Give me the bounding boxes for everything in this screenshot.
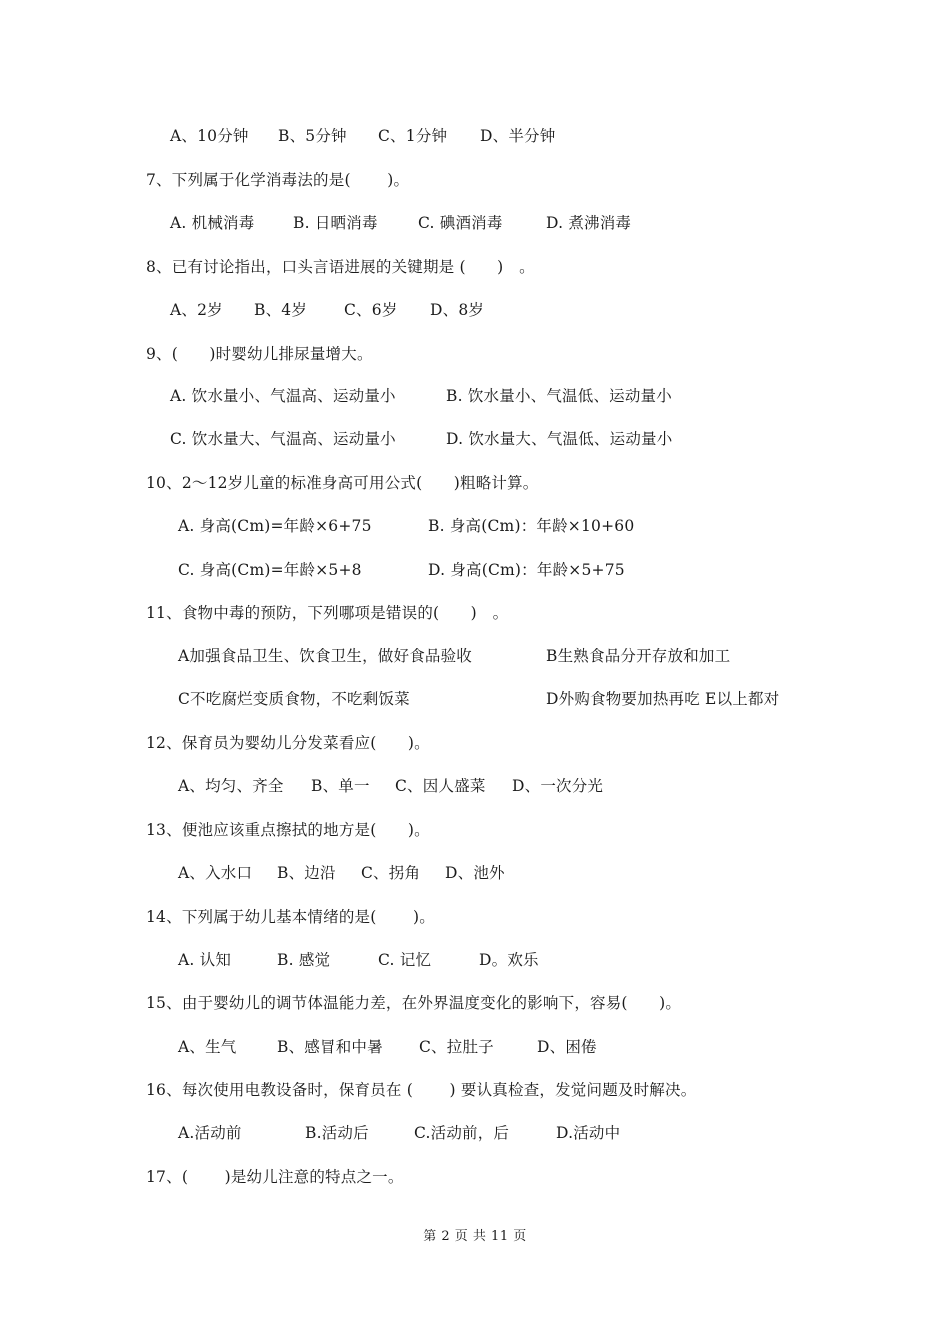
- option-row: [0, 213, 950, 233]
- question-text: 11、食物中毒的预防，下列哪项是错误的( ) 。: [146, 604, 509, 622]
- option-row: [0, 126, 950, 146]
- answer-option: B. 身高(Cm)：年龄×10+60: [428, 517, 635, 535]
- answer-option: C不吃腐烂变质食物，不吃剩饭菜: [178, 690, 410, 708]
- answer-option: B、感冒和中暑: [277, 1038, 383, 1056]
- page-footer: 第 2 页 共 11 页: [423, 1229, 527, 1244]
- answer-option: C.活动前，后: [414, 1124, 510, 1142]
- answer-option: A、10分钟: [170, 127, 249, 145]
- answer-option: A. 饮水量小、气温高、运动量小: [170, 387, 396, 405]
- answer-option: A. 机械消毒: [170, 214, 255, 232]
- answer-option: C. 碘酒消毒: [418, 214, 503, 232]
- option-row: [0, 429, 950, 449]
- option-row: [0, 950, 950, 970]
- answer-option: D、8岁: [430, 301, 485, 319]
- answer-option: A、入水口: [178, 864, 253, 882]
- option-row: [0, 516, 950, 536]
- answer-option: D。欢乐: [479, 951, 539, 969]
- answer-option: C. 记忆: [378, 951, 432, 969]
- answer-option: D、困倦: [537, 1038, 597, 1056]
- answer-option: A加强食品卫生、饮食卫生，做好食品验收: [178, 647, 472, 665]
- question-text: 15、由于婴幼儿的调节体温能力差，在外界温度变化的影响下，容易( )。: [146, 994, 682, 1012]
- question-text: 16、每次使用电教设备时，保育员在 ( ) 要认真检查，发觉问题及时解决。: [146, 1081, 697, 1099]
- answer-option: C、拐角: [361, 864, 421, 882]
- answer-option: C、因人盛菜: [395, 777, 486, 795]
- answer-option: A. 认知: [178, 951, 232, 969]
- answer-option: C. 饮水量大、气温高、运动量小: [170, 430, 396, 448]
- option-row: [0, 560, 950, 580]
- answer-option: D. 身高(Cm)：年龄×5+75: [428, 561, 625, 579]
- answer-option: D外购食物要加热再吃 E以上都对: [546, 690, 780, 708]
- answer-option: D.活动中: [556, 1124, 621, 1142]
- option-row: [0, 1123, 950, 1143]
- answer-option: B. 饮水量小、气温低、运动量小: [446, 387, 672, 405]
- answer-option: B.活动后: [305, 1124, 369, 1142]
- option-row: [0, 1037, 950, 1057]
- question-text: 13、便池应该重点擦拭的地方是( )。: [146, 821, 430, 839]
- answer-option: D. 煮沸消毒: [546, 214, 632, 232]
- answer-option: B、5分钟: [278, 127, 347, 145]
- option-row: [0, 300, 950, 320]
- answer-option: C、1分钟: [378, 127, 448, 145]
- answer-option: A. 身高(Cm)=年龄×6+75: [178, 517, 372, 535]
- question-text: 9、( )时婴幼儿排尿量增大。: [146, 345, 373, 363]
- question-text: 8、已有讨论指出，口头言语进展的关键期是 ( ) 。: [146, 258, 535, 276]
- answer-option: D、一次分光: [512, 777, 604, 795]
- answer-option: B、边沿: [277, 864, 336, 882]
- question-text: 10、2～12岁儿童的标准身高可用公式( )粗略计算。: [146, 474, 539, 492]
- answer-option: D. 饮水量大、气温低、运动量小: [446, 430, 673, 448]
- answer-option: D、半分钟: [480, 127, 556, 145]
- option-row: [0, 776, 950, 796]
- answer-option: B. 日晒消毒: [293, 214, 378, 232]
- option-row: [0, 646, 950, 666]
- answer-option: B、单一: [311, 777, 370, 795]
- question-text: 17、( )是幼儿注意的特点之一。: [146, 1168, 404, 1186]
- question-text: 12、保育员为婴幼儿分发菜看应( )。: [146, 734, 430, 752]
- option-row: [0, 863, 950, 883]
- answer-option: B生熟食品分开存放和加工: [546, 647, 731, 665]
- answer-option: B. 感觉: [277, 951, 331, 969]
- answer-option: C、拉肚子: [419, 1038, 494, 1056]
- option-row: [0, 689, 950, 709]
- answer-option: D、池外: [445, 864, 505, 882]
- question-text: 7、下列属于化学消毒法的是( )。: [146, 171, 410, 189]
- answer-option: C、6岁: [344, 301, 398, 319]
- answer-option: A、2岁: [170, 301, 223, 319]
- answer-option: A、均匀、齐全: [178, 777, 284, 795]
- option-row: [0, 386, 950, 406]
- answer-option: B、4岁: [254, 301, 308, 319]
- question-text: 14、下列属于幼儿基本情绪的是( )。: [146, 908, 435, 926]
- answer-option: A、生气: [178, 1038, 237, 1056]
- answer-option: C. 身高(Cm)=年龄×5+8: [178, 561, 362, 579]
- answer-option: A.活动前: [178, 1124, 242, 1142]
